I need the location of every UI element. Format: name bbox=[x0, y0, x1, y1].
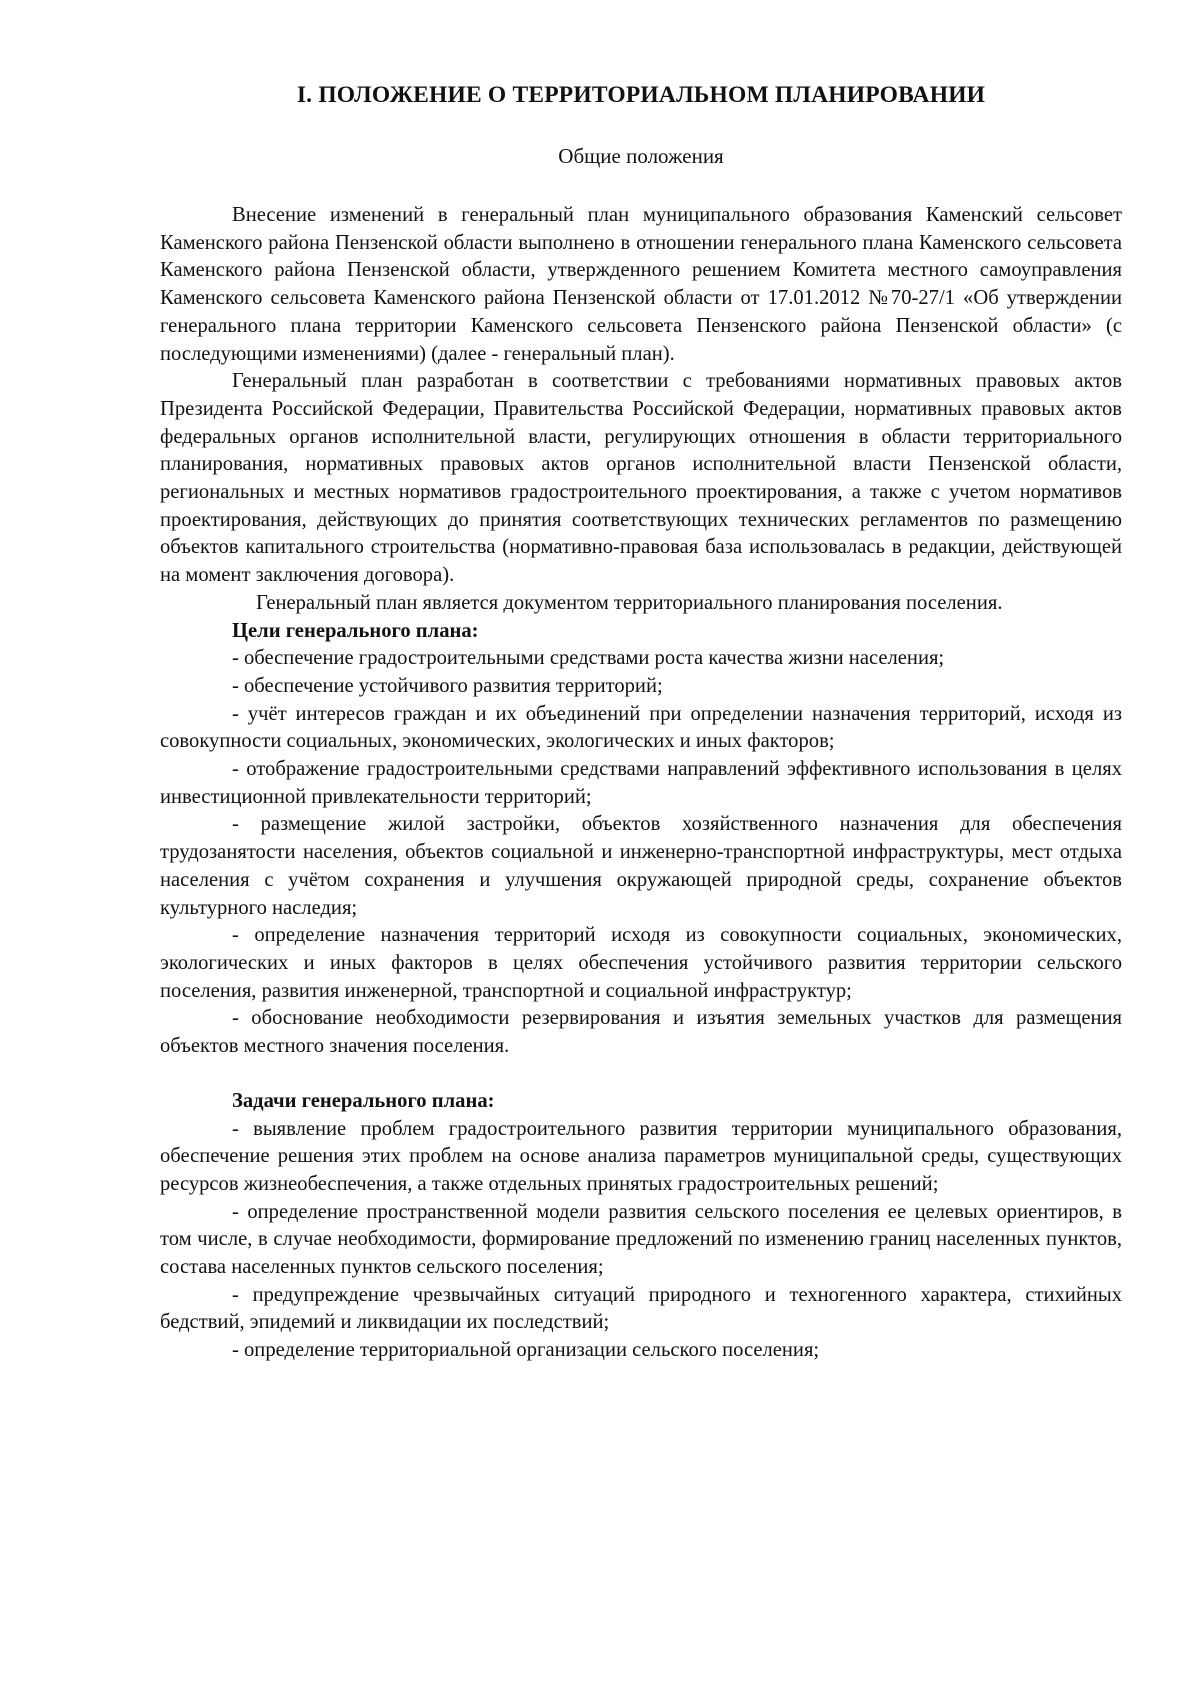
tasks-heading: Задачи генерального плана: bbox=[232, 1089, 495, 1112]
page-title: I. ПОЛОЖЕНИЕ О ТЕРРИТОРИАЛЬНОМ ПЛАНИРОВАНИИ bbox=[296, 82, 986, 108]
section-subtitle: Общие положения bbox=[558, 144, 724, 168]
tasks-list-item: - выявление проблем градостроительного развития территории муниципального образования, обеспечение решения этих проблем на основе анализа параметров муниципальной среды, существующих ресурсов жизнеобеспечения, а также отдельных принятых градостроительных решений; bbox=[160, 1117, 1122, 1195]
goals-heading: Цели генерального плана: bbox=[232, 619, 479, 642]
goals-list-item: - обоснование необходимости резервирования и изъятия земельных участков для размещения объектов местного значения поселения. bbox=[160, 1007, 1122, 1058]
tasks-list-item: - предупреждение чрезвычайных ситуаций природного и техногенного характера, стихийных бедствий, эпидемий и ликвидации их последствий; bbox=[160, 1283, 1122, 1334]
tasks-list-item: - определение пространственной модели развития сельского поселения ее целевых ориентиров, в том числе, в случае необходимости, формирование предложений по изменению границ населенных пунктов, состава населенных пунктов сельского поселения; bbox=[160, 1200, 1122, 1279]
goals-list-item: - размещение жилой застройки, объектов хозяйственного назначения для обеспечения трудозанятости населения, объектов социальной и инженерно-транспортной инфраструктуры, мест отдыха населения с учётом сохранения и улучшения окружающей природной среды, сохранение объектов культурного наследия; bbox=[160, 813, 1122, 919]
paragraph: Внесение изменений в генеральный план муниципального образования Каменский сельсовет Каменского района Пензенской области выполнено в отношении генерального плана Каменского сельсовета Каменского района Пензенской области, утвержденного решением Комитета местного самоуправления Каменского сельсовета Каменского района Пензенской области от 17.01.2012 №70-27/1 «Об утверждении генерального плана территории Каменского сельсовета Пензенского района Пензенской области» (с последующими изменениями) (далее - генеральный план). bbox=[160, 204, 1122, 365]
goals-list-item: - учёт интересов граждан и их объединений при определении назначения территорий, исходя из совокупности социальных, экономических, экологических и иных факторов; bbox=[160, 702, 1122, 753]
document-body bbox=[160, 202, 1122, 1365]
goals-list-item: - определение назначения территорий исходя из совокупности социальных, экономических, экологических и иных факторов в целях обеспечения устойчивого развития территории сельского поселения, развития инженерной, транспортной и социальной инфраструктур; bbox=[160, 924, 1122, 1002]
paragraph: Генеральный план является документом территориального планирования поселения. bbox=[256, 591, 1003, 614]
paragraph: Генеральный план разработан в соответствии с требованиями нормативных правовых актов Президента Российской Федерации, Правительства Российской Федерации, нормативных правовых актов федеральных органов исполнительной власти, регулирующих отношения в области территориального планирования, нормативных правовых актов органов исполнительной власти Пензенской области, региональных и местных нормативов градостроительного проектирования, а также с учетом нормативов проектирования, действующих до принятия соответствующих технических регламентов по размещению объектов капитального строительства (нормативно-правовая база использовалась в редакции, действующей на момент заключения договора). bbox=[160, 370, 1122, 587]
goals-list-item: - обеспечение устойчивого развития территорий; bbox=[232, 674, 663, 697]
tasks-list-item: - определение территориальной организации сельского поселения; bbox=[232, 1339, 820, 1362]
goals-list-item: - отображение градостроительными средствами направлений эффективного использования в целях инвестиционной привлекательности территорий; bbox=[160, 758, 1122, 808]
goals-list-item: - обеспечение градостроительными средствами роста качества жизни населения; bbox=[232, 647, 945, 670]
